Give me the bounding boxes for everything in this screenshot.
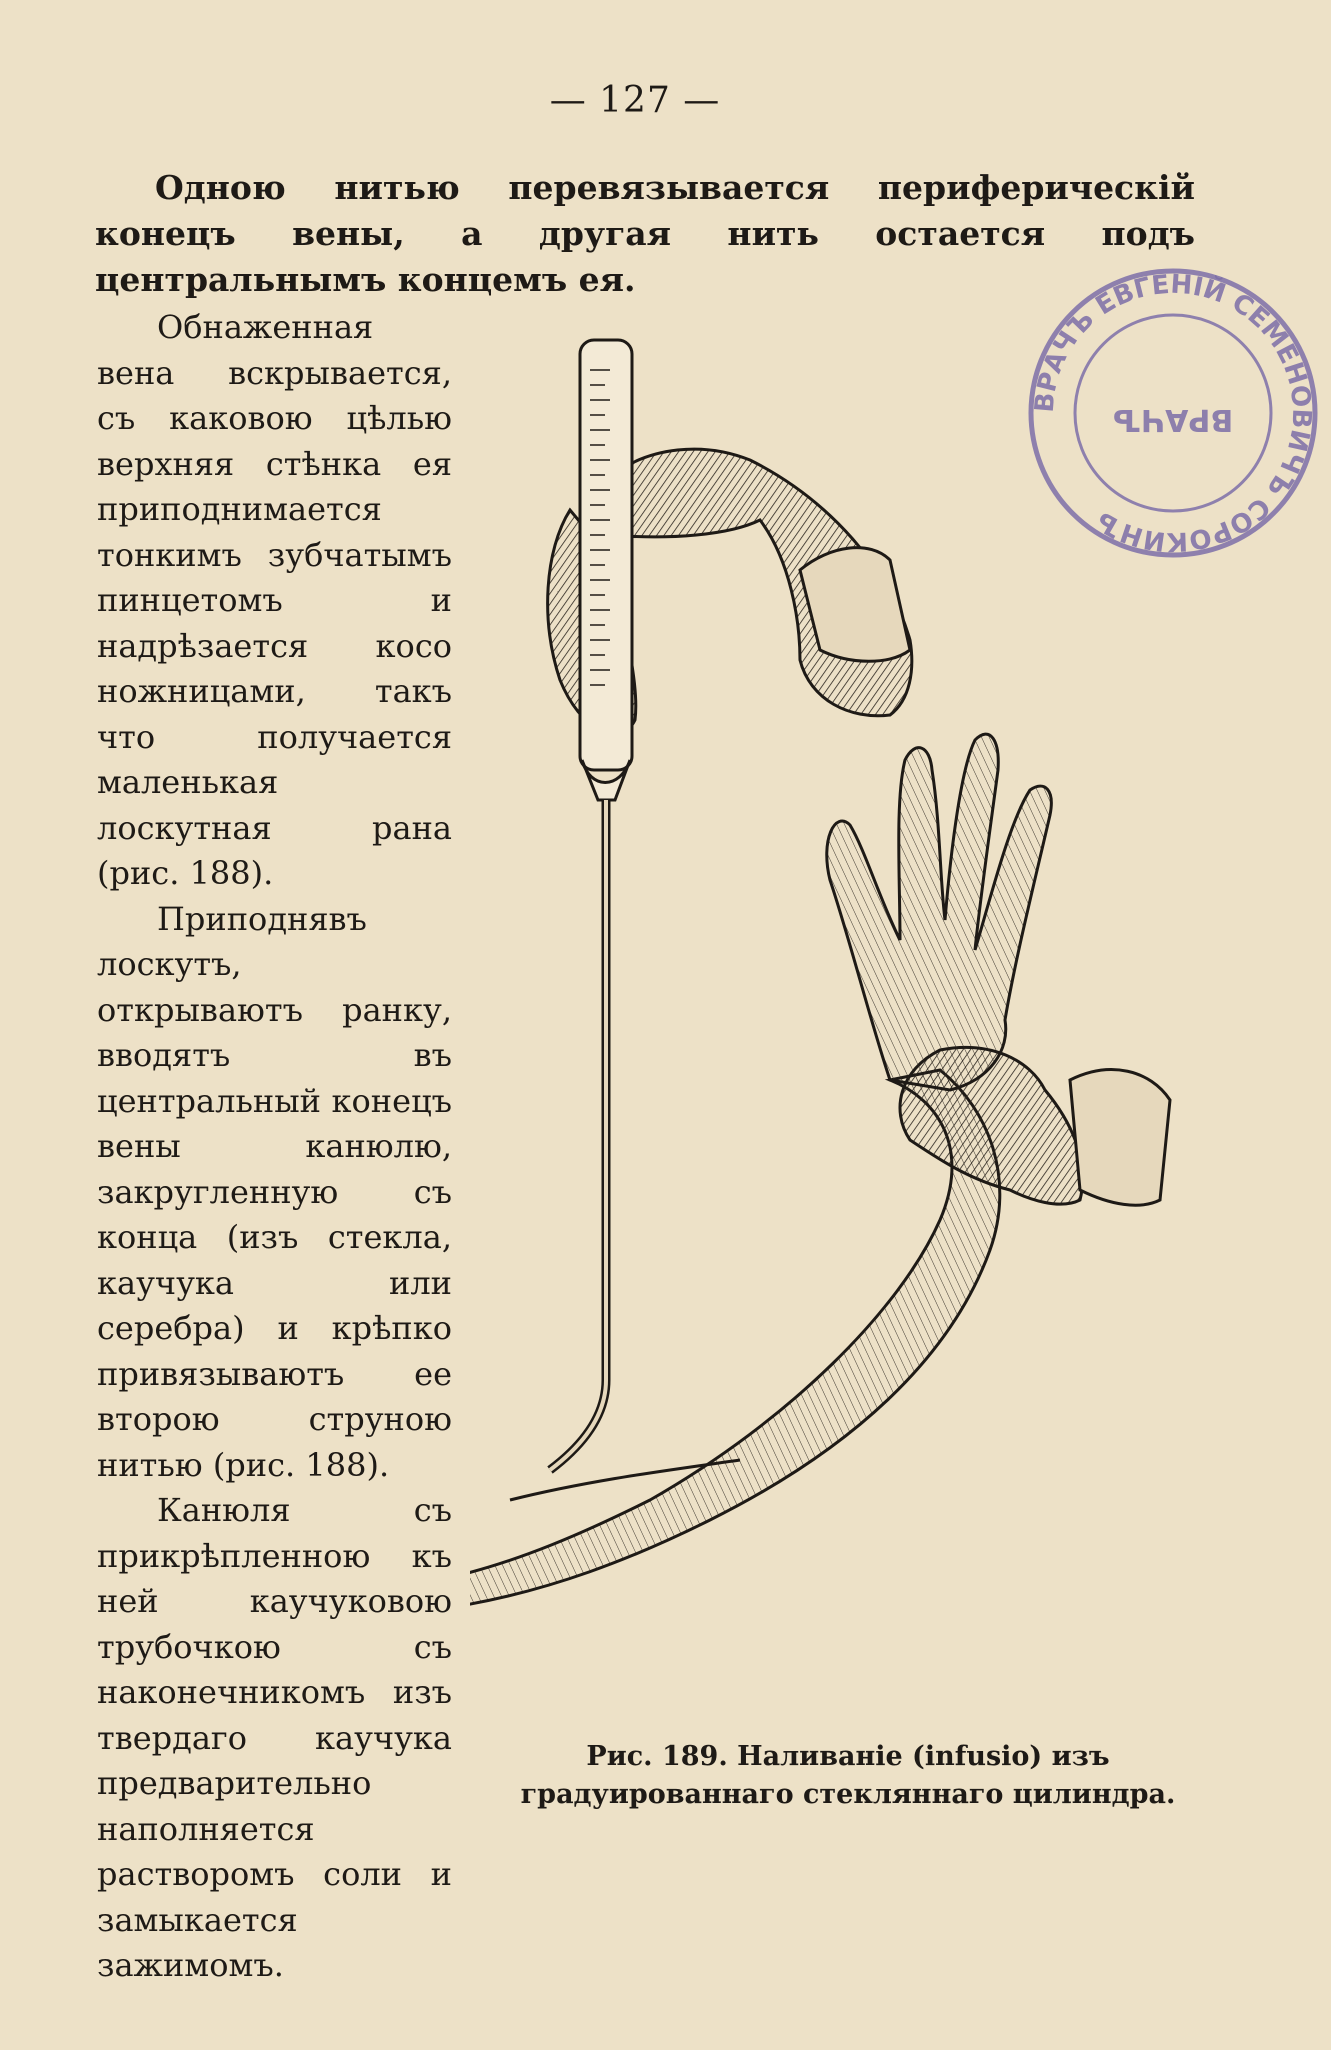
- open-hand: [827, 734, 1052, 1090]
- graduated-cylinder: [580, 340, 632, 770]
- figure-caption: Рис. 189. Наливанiе (infusio) изъ градуированнаго стекляннаго цилиндра.: [520, 1741, 1176, 1810]
- lead-paragraph: Одною нитью перевязывается периферическiй конецъ вены, а другая нить остается подъ центральнымъ концемъ ея.: [95, 168, 1195, 299]
- stamp-ring-text: ВРАЧЪ ЕВГЕНIЙ СЕМЕНОВИЧЪ СОРОКИНЪ: [1029, 269, 1317, 557]
- paragraph-3: Канюля съ прикрѣпленною къ ней каучуковою трубочкою съ наконечникомъ изъ твердаго каучука предварительно наполняется растворомъ соли и замыкается зажимомъ.: [97, 1491, 452, 1984]
- library-stamp: [1018, 258, 1328, 568]
- paragraph-2: Приподнявъ лоскутъ, открываютъ ранку, вводятъ въ центральный конецъ вены канюлю, закругленную съ конца (изъ стекла, каучука или серебра) и крѣпко привязываютъ ее второю струною нитью (рис. 188).: [97, 899, 452, 1484]
- sleeve-cuff-right: [1070, 1070, 1170, 1206]
- forearm: [470, 1070, 1000, 1605]
- text-column: [97, 305, 452, 1989]
- stamp-center-text: ВРАЧЪ: [1112, 402, 1234, 437]
- page-number: — 127 —: [549, 80, 721, 121]
- rubber-tube: [550, 800, 606, 1470]
- paragraph-1: Обнаженная вена вскрывается, съ каковою цѣлью верхняя стѣнка ея приподнимается тонкимъ зубчатымъ пинцетомъ и надрѣзается косо ножницами, такъ что получается маленькая лоскутная рана (рис. 188).: [97, 308, 452, 892]
